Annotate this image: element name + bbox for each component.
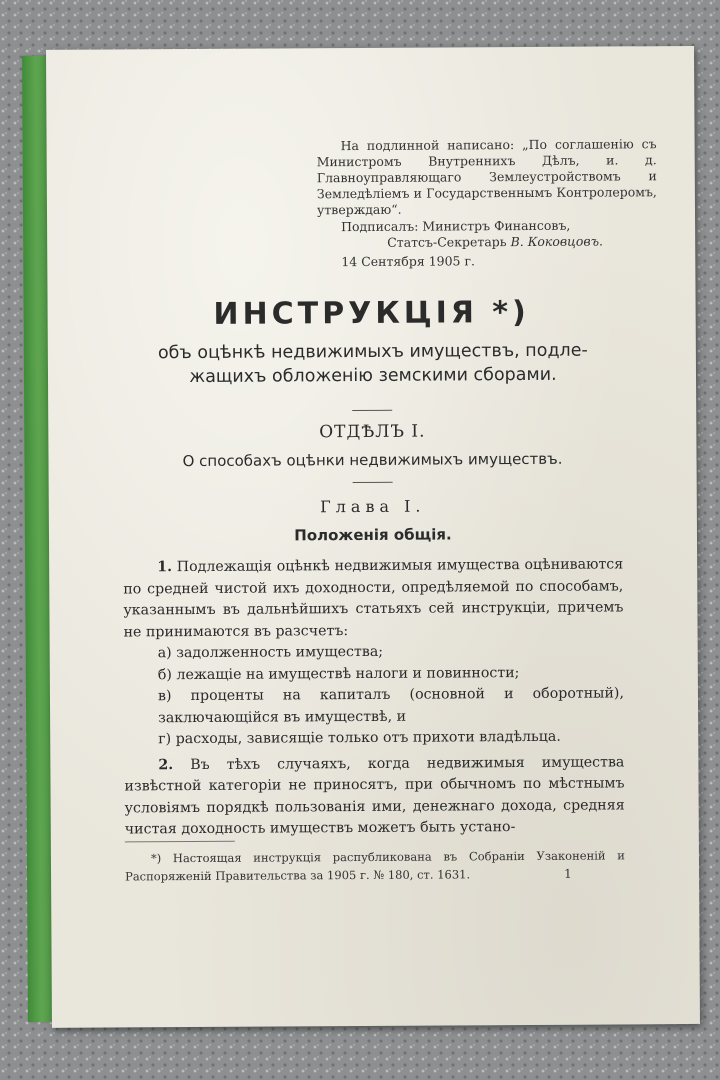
- signed-line: Подписалъ: Министръ Финансовъ,: [341, 217, 571, 235]
- approval-note: [317, 136, 658, 270]
- page-number: 1: [564, 866, 572, 881]
- section-subheading: О способахъ оцѣнки недвижимыхъ имуществъ.: [182, 449, 563, 471]
- divider-rule: [352, 410, 392, 411]
- subtitle-line-1: объ оцѣнкѣ недвижимыхъ имуществъ, подле-: [157, 340, 588, 364]
- signed-line-2: [317, 233, 657, 251]
- chapter-heading: Глава I.: [320, 496, 426, 517]
- list-item-d: г) расходы, зависящіе только отъ прихоти владѣльца.: [158, 728, 561, 748]
- footnote-rule: [125, 841, 235, 843]
- paragraph-1-number: 1.: [157, 559, 173, 576]
- paragraph-1: [123, 554, 624, 643]
- list-item-c: в) проценты на капиталъ (основной и оборотный), заключающійся въ имуществѣ, и: [157, 685, 624, 726]
- body-text: [123, 554, 625, 841]
- paper-page: [46, 46, 700, 1028]
- list-item-b: б) лежащіе на имуществѣ налоги и повинности;: [157, 664, 520, 683]
- document-sheet: [22, 46, 702, 1030]
- footnote: *) Настоящая инструкція распубликована въ Собраніи Узаконеній и Распоряженій Правительства за 1905 г. № 180, ст. 1631.: [125, 848, 625, 884]
- signed-title: Статсъ-Секретарь: [387, 234, 507, 250]
- approval-date: 14 Сентября 1905 г.: [341, 253, 476, 270]
- list-item-a: а) задолженность имущества;: [157, 643, 384, 662]
- subtitle-line-2: жащихъ обложенію земскими сборами.: [189, 364, 557, 388]
- document-title: ИНСТРУКЦІЯ *): [213, 294, 530, 332]
- paragraph-1-text: Подлежащія оцѣнкѣ недвижимыя имущества оцѣниваются по средней чистой ихъ доходности, опредѣляемой по способамъ, указаннымъ въ дальнѣйшихъ статьяхъ сей инструкціи, причемъ не принимаются въ разсчетъ:: [123, 556, 624, 640]
- divider-rule-2: [353, 482, 393, 483]
- chapter-subheading: Положенія общія.: [294, 525, 452, 545]
- signed-name: В. Коковцовъ.: [510, 233, 604, 250]
- section-heading: ОТДѢЛЪ I.: [319, 421, 426, 443]
- document-subtitle: [88, 338, 658, 389]
- paragraph-2-number: 2.: [158, 756, 174, 773]
- paragraph-2: [124, 752, 625, 841]
- paragraph-2-text: Въ тѣхъ случаяхъ, когда недвижимыя имущества извѣстной категоріи не приносятъ, при обычномъ по мѣстнымъ условіямъ порядкѣ пользованія ими, денежнаго дохода, средняя чистая доходность имуществъ можетъ быть устано-: [124, 753, 625, 838]
- approval-text: На подлинной написано: „По соглашенію съ Министромъ Внутреннихъ Дѣлъ, и. д. Главноуправляющаго Землеустройствомъ и Земледѣліемъ и Государственнымъ Контролеромъ, утверждаю“.: [316, 136, 657, 218]
